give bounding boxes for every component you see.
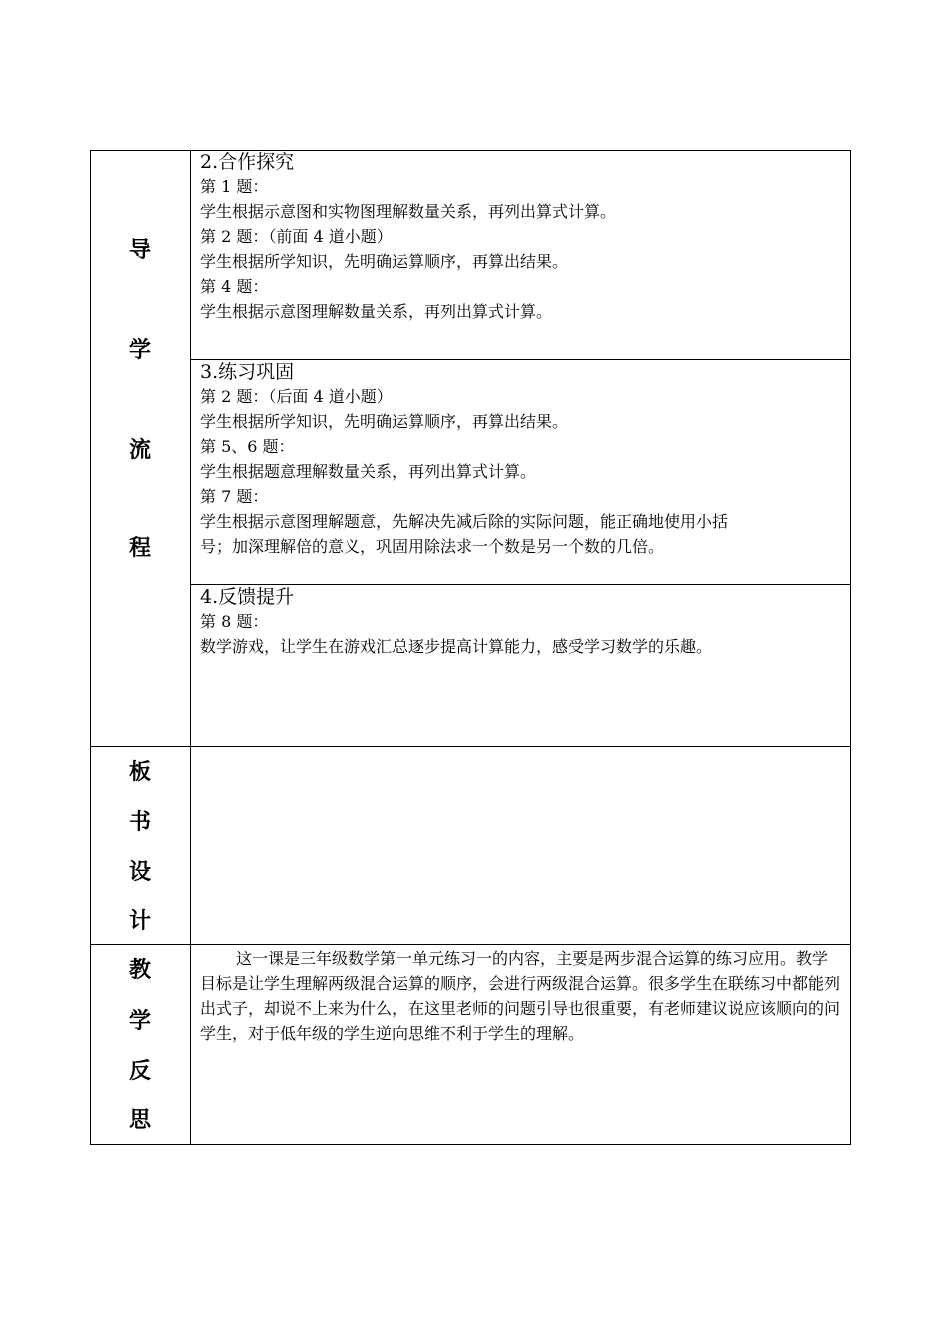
reflection-label-char: 教: [128, 958, 151, 983]
block-line: 第 5、6 题：: [200, 437, 295, 456]
flow-block-feedback: [200, 585, 840, 659]
block-line: 学生根据示意图和实物图理解数量关系，再列出算式计算。: [200, 202, 617, 221]
reflection-label-char: 学: [128, 1009, 151, 1034]
block-line: 第 7 题：: [200, 487, 269, 506]
reflection-text: 这一课是三年级数学第一单元练习一的内容，主要是两步混合运算的练习应用。教学目标是让学生理解两级混合运算的顺序，会进行两级混合运算。很多学生在联练习中都能列出式子，却说不上来为什么，在这里老师的问题引导也很重要，有老师建议说应该顺向的问学生，对于低年级的学生逆向思维不利于学生的理解。: [200, 949, 841, 1043]
block-line: 第 2 题：（后面 4 道小题）: [200, 387, 393, 406]
flow-label-char: 学: [128, 338, 151, 363]
block-line: 号；加深理解倍的意义，巩固用除法求一个数是另一个数的几倍。: [200, 537, 665, 556]
row-divider-board: [90, 746, 851, 747]
flow-block-cooperative-inquiry: [200, 150, 840, 324]
reflection-label-char: 思: [128, 1108, 151, 1133]
block-heading: 4.反馈提升: [200, 586, 295, 608]
row-divider-reflection: [90, 944, 851, 945]
board-label-char: 书: [128, 810, 151, 835]
flow-label-char: 程: [128, 536, 151, 561]
block-line: 学生根据示意图理解数量关系，再列出算式计算。: [200, 302, 553, 321]
flow-block-practice: [200, 360, 840, 559]
flow-label-char: 导: [128, 238, 151, 263]
block-line: 学生根据示意图理解题意，先解决先减后除的实际问题，能正确地使用小括: [200, 512, 729, 531]
block-line: 数学游戏，让学生在游戏汇总逐步提高计算能力，感受学习数学的乐趣。: [200, 637, 713, 656]
table-border-bottom: [90, 1144, 851, 1145]
block-heading: 2.合作探究: [200, 151, 295, 173]
block-line: 第 1 题：: [200, 177, 269, 196]
block-line: 学生根据所学知识，先明确运算顺序，再算出结果。: [200, 412, 569, 431]
block-heading: 3.练习巩固: [200, 361, 295, 383]
block-line: 第 2 题：（前面 4 道小题）: [200, 227, 393, 246]
table-border-right: [850, 150, 851, 1145]
board-label-char: 计: [128, 909, 151, 934]
reflection-label-char: 反: [128, 1059, 151, 1084]
block-line: 第 4 题：: [200, 277, 269, 296]
column-divider: [190, 150, 191, 1145]
board-label-char: 设: [128, 860, 151, 885]
lesson-plan-table: [90, 150, 851, 1145]
flow-label-char: 流: [128, 438, 151, 463]
block-line: 第 8 题：: [200, 612, 269, 631]
table-border-left: [90, 150, 91, 1145]
block-line: 学生根据题意理解数量关系，再列出算式计算。: [200, 462, 537, 481]
board-label-char: 板: [128, 760, 151, 785]
block-line: 学生根据所学知识，先明确运算顺序，再算出结果。: [200, 252, 569, 271]
